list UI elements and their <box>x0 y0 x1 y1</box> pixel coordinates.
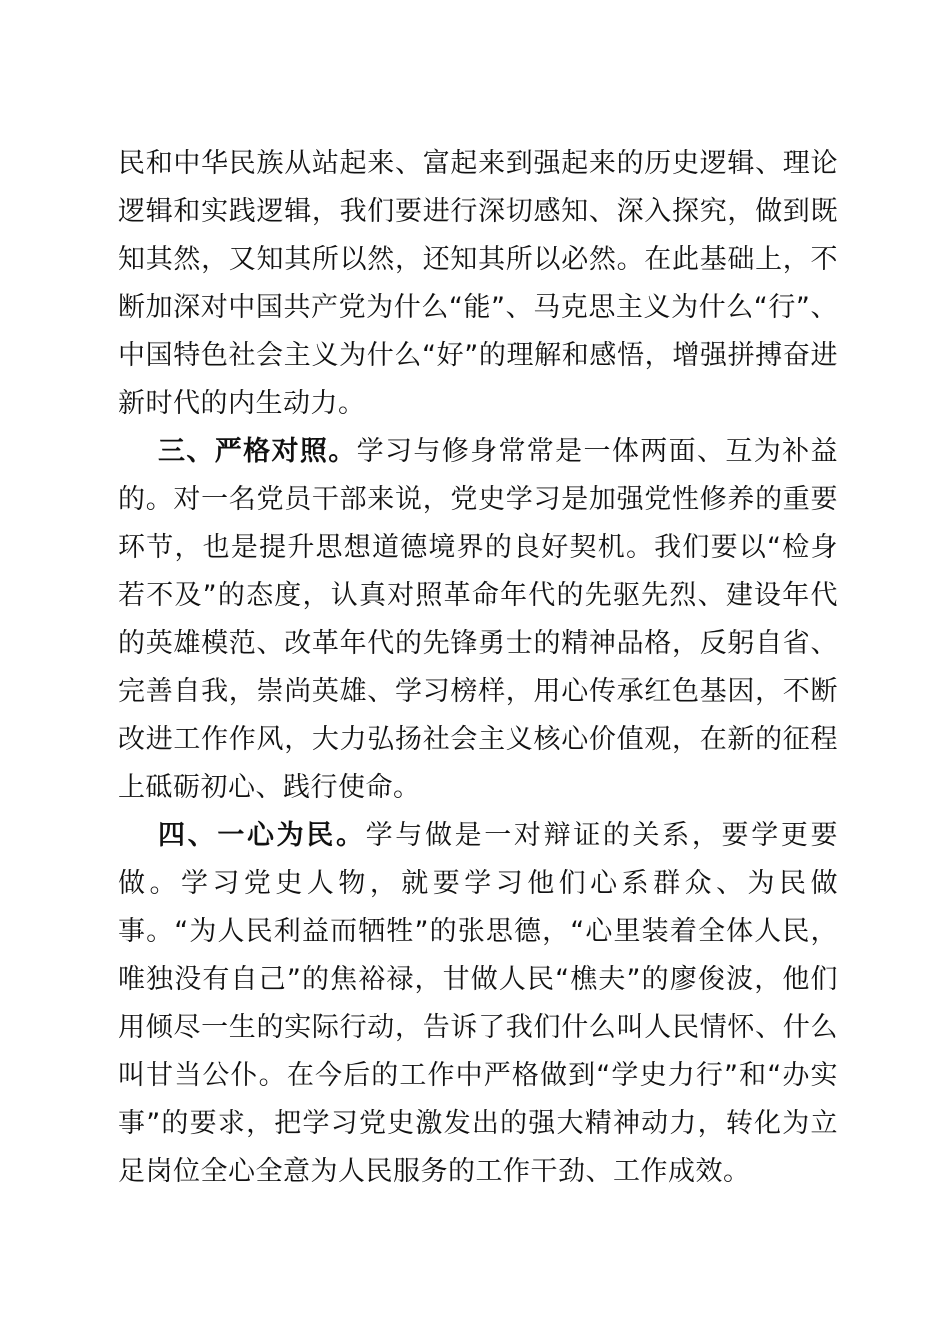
paragraph-continuation <box>118 140 838 428</box>
document-body <box>118 140 838 1196</box>
paragraph-section-four <box>118 812 838 1196</box>
section-heading-four: 四、一心为民。 <box>158 820 366 851</box>
paragraph-section-three <box>118 428 838 812</box>
paragraph-text: 民和中华民族从站起来、富起来到强起来的历史逻辑、理论逻辑和实践逻辑，我们要进行深切感知、深入探究，做到既知其然，又知其所以然，还知其所以必然。在此基础上，不断加深对中国共产党为什么“能”、马克思主义为什么“行”、中国特色社会主义为什么“好”的理解和感悟，增强拼搏奋进新时代的内生动力。 <box>118 148 838 419</box>
paragraph-text: 学习与修身常常是一体两面、互为补益的。对一名党员干部来说，党史学习是加强党性修养的重要环节，也是提升思想道德境界的良好契机。我们要以“检身若不及”的态度，认真对照革命年代的先驱先烈、建设年代的英雄模范、改革年代的先锋勇士的精神品格，反躬自省、完善自我，崇尚英雄、学习榜样，用心传承红色基因，不断改进工作作风，大力弘扬社会主义核心价值观，在新的征程上砥砺初心、践行使命。 <box>118 436 839 803</box>
section-heading-three: 三、严格对照。 <box>158 436 357 467</box>
paragraph-text: 学与做是一对辩证的关系，要学更要做。学习党史人物，就要学习他们心系群众、为民做事。“为人民利益而牺牲”的张思德，“心里装着全体人民，唯独没有自己”的焦裕禄，甘做人民“樵夫”的廖俊波，他们用倾尽一生的实际行动，告诉了我们什么叫人民情怀、什么叫甘当公仆。在今后的工作中严格做到“学史力行”和“办实事”的要求，把学习党史激发出的强大精神动力，转化为立足岗位全心全意为人民服务的工作干劲、工作成效。 <box>118 820 839 1187</box>
